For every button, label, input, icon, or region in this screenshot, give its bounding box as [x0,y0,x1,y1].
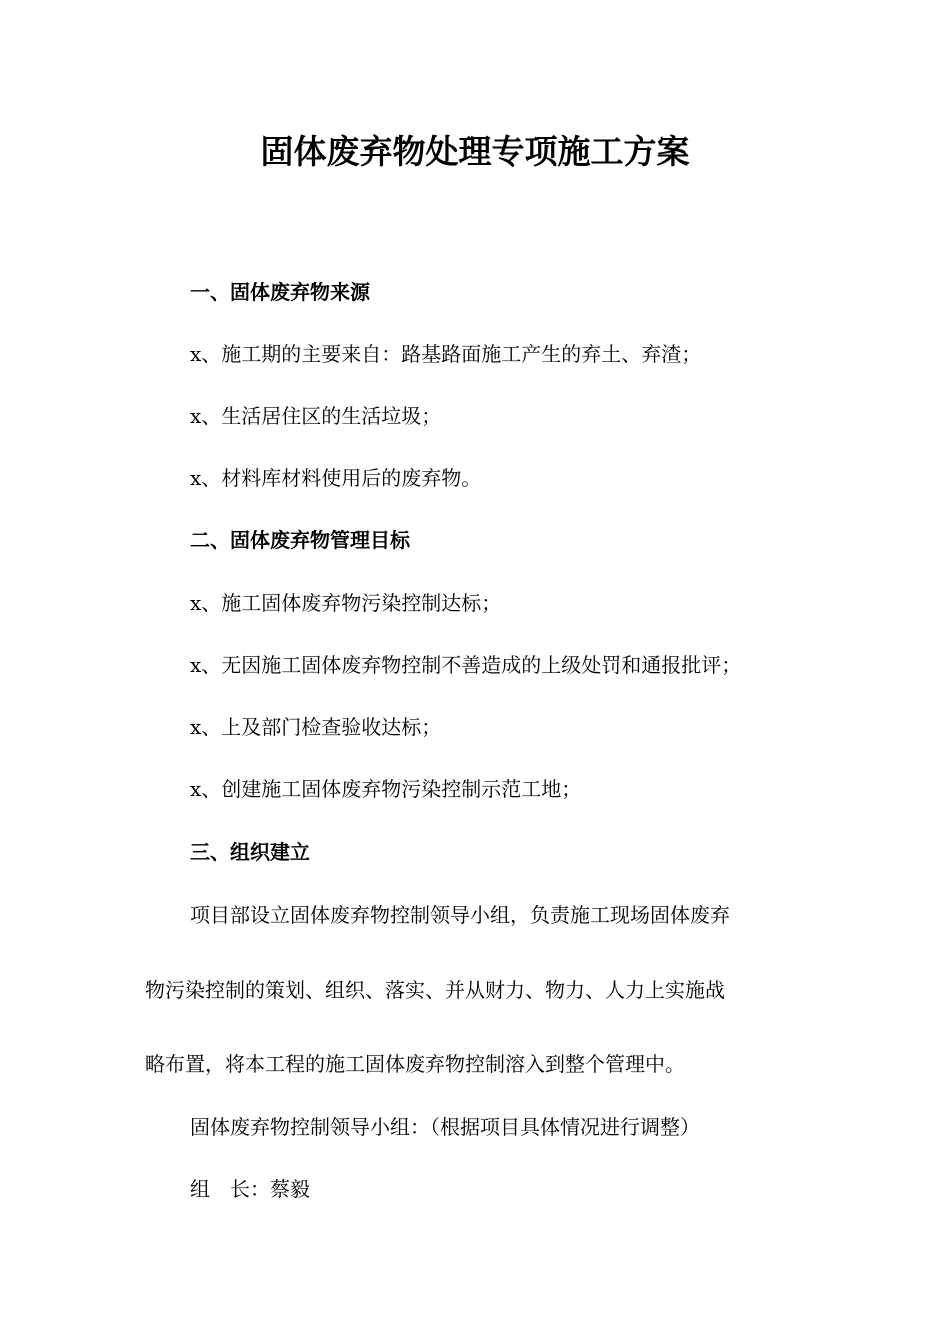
section-heading-3: 三、组织建立 [190,840,310,864]
section-heading-2: 二、固体废弃物管理目标 [190,528,410,552]
paragraph-line: 物污染控制的策划、组织、落实、并从财力、物力、人力上实施战 [145,978,725,1002]
document-title: 固体废弃物处理专项施工方案 [260,132,690,171]
list-item: x、材料库材料使用后的废弃物。 [190,466,482,490]
leader-line: 组 长：蔡毅 [190,1177,310,1201]
group-line: 固体废弃物控制领导小组：（根据项目具体情况进行调整） [190,1115,700,1139]
list-item: x、上及部门检查验收达标； [190,715,442,739]
list-item: x、无因施工固体废弃物控制不善造成的上级处罚和通报批评； [190,653,742,677]
paragraph-line: 略布置，将本工程的施工固体废弃物控制溶入到整个管理中。 [145,1052,685,1076]
list-item: x、创建施工固体废弃物污染控制示范工地； [190,777,582,801]
list-item: x、施工固体废弃物污染控制达标； [190,591,502,615]
list-item: x、施工期的主要来自：路基路面施工产生的弃土、弃渣； [190,342,702,366]
paragraph-line: 项目部设立固体废弃物控制领导小组，负责施工现场固体废弃 [190,903,730,927]
section-heading-1: 一、固体废弃物来源 [190,280,370,304]
list-item: x、生活居住区的生活垃圾； [190,404,442,428]
